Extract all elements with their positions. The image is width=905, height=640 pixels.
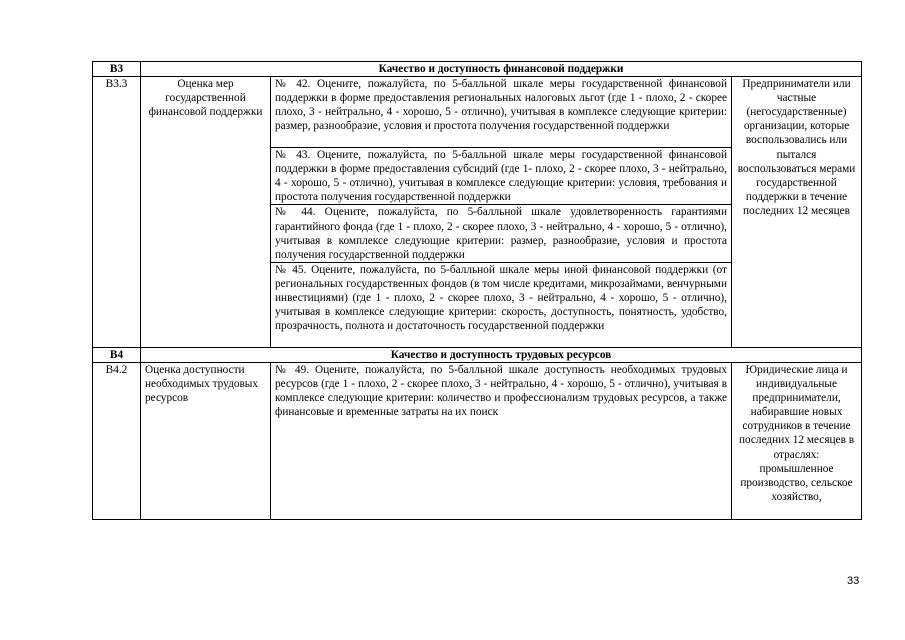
section-row-b4: [93, 347, 862, 362]
row-code-b42: В4.2: [93, 362, 141, 519]
section-code-b4: В4: [93, 347, 141, 362]
section-title-b4: Качество и доступность трудовых ресурсов: [141, 347, 862, 362]
row-respondents-b42: Юридические лица и индивидуальные предприниматели, набиравшие новых сотрудников в течение последних 12 месяцев в отраслях: промышленное производство, сельское хозяйство,: [732, 362, 862, 519]
section-row-b3: [93, 62, 862, 77]
row-respondents-b33: Предприниматели или частные (негосударственные) организации, которые воспользовались или пытался воспользоваться мерами государственной поддержки в течение последних 12 месяцев: [732, 77, 862, 348]
page-number: 33: [847, 575, 860, 587]
question-45: № 45. Оцените, пожалуйста, по 5-балльной шкале меры иной финансовой поддержки (от региональных государственных фондов (в том числе кредитами, микрозаймами, венчурными инвестициями) (где 1 - плохо, 2 - скорее плохо, 3 - нейтрально, 4 - хорошо, 5 - отлично), учитывая в комплексе следующие критерии: скорость, доступность, понятность, удобство, прозрачность, полнота и достаточность государственной поддержки: [271, 262, 732, 347]
table-row-b42: [93, 362, 862, 519]
question-44: № 44. Оцените, пожалуйста, по 5-балльной шкале удовлетворенность гарантиями гарантийного фонда (где 1 - плохо, 2 - скорее плохо, 3 - нейтрально, 4 - хорошо, 5 - отлично), учитывая в комплексе следующие критерии: размер, разнообразие, условия и простота получения государственной поддержки: [271, 205, 732, 262]
table-row-b33-q42: [93, 77, 862, 148]
question-43: № 43. Оцените, пожалуйста, по 5-балльной шкале меры государственной финансовой поддержки в форме предоставления субсидий (где 1- плохо, 2 - скорее плохо, 3 - нейтрально, 4 - хорошо, 5 - отлично), учитывая в комплексе следующие критерии: условия, требования и простота получения государственной поддержки: [271, 148, 732, 205]
row-code-b33: В3.3: [93, 77, 141, 348]
question-49: № 49. Оцените, пожалуйста, по 5-балльной шкале доступность необходимых трудовых ресурсов (где 1 - плохо, 2 - скорее плохо, 3 - нейтрально, 4 - хорошо, 5 - отлично), учитывая в комплексе следующие критерии: количество и профессионализм трудовых ресурсов, а также финансовые и временные затраты на их поиск: [271, 362, 732, 519]
indicators-table: [92, 61, 862, 520]
section-title-b3: Качество и доступность финансовой поддержки: [141, 62, 862, 77]
section-code-b3: В3: [93, 62, 141, 77]
question-42: № 42. Оцените, пожалуйста, по 5-балльной шкале меры государственной финансовой поддержки в форме предоставления региональных налоговых льгот (где 1 - плохо, 2 - скорее плохо, 3 - нейтрально, 4 - хорошо, 5 - отлично), учитывая в комплексе следующие критерии: размер, разнообразие, условия и простота получения государственной поддержки: [271, 77, 732, 148]
row-indicator-b42: Оценка доступности необходимых трудовых ресурсов: [141, 362, 271, 519]
row-indicator-b33: Оценка мер государственной финансовой поддержки: [141, 77, 271, 348]
